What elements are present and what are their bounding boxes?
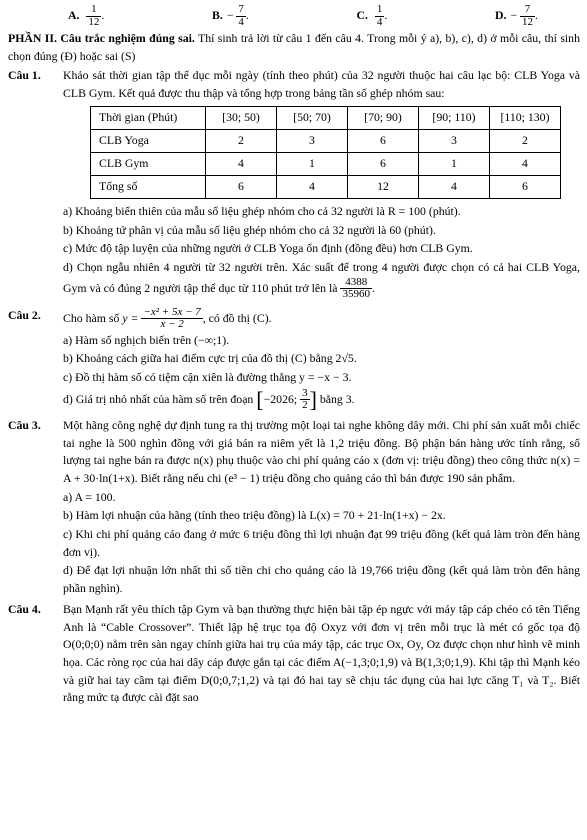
option-a: A. $\frac{1}{12}$ . [68, 3, 105, 28]
statement-1d: d) Chọn ngẫu nhiên 4 người từ 32 người trên. Xác suất để trong 4 người được chọn có cả hai CLB Yoga, Gym và có đúng 2 người tập thể dục từ 110 phút trở lên là $\frac{4388}{35960}$ . [63, 259, 580, 301]
statement-2c: c) Đồ thị hàm số có tiệm cận xiên là đường thẳng y = −x − 3. [63, 370, 352, 385]
statement-1c: c) Mức độ tập luyện của những người ở CLB Yoga ổn định (đồng đều) hơn CLB Gym. [63, 241, 473, 256]
part-2-heading [8, 30, 580, 65]
question-3 [8, 417, 580, 599]
question-4-label: Câu 4. [8, 601, 41, 616]
question-1-text: Khảo sát thời gian tập thể dục mỗi ngày (tính theo phút) của 32 người thuộc hai câu lạc bộ: CLB Yoga và CLB Gym. Kết quả được thu thập và tổng hợp trong bảng tần số ghép nhóm sau: [63, 68, 580, 101]
option-d: D. − $\frac{7}{12}$ . [494, 3, 538, 28]
statement-2d: d) Giá trị nhỏ nhất của hàm số trên đoạn [−2026; $\frac{3}{2}$ ] bằng 3. [63, 386, 355, 412]
question-4 [8, 601, 580, 707]
question-1-label: Câu 1. [8, 68, 41, 83]
statement-3c: c) Khi chi phí quảng cáo đang ở mức 6 triệu đồng thì lợi nhuận đạt 99 triệu đồng (kết quả làm tròn đến hàng đơn vị). [63, 527, 580, 559]
question-3-label: Câu 3. [8, 417, 41, 432]
table-row: CLB Gym 4 1 6 1 4 [91, 152, 561, 175]
question-1 [8, 67, 580, 102]
statement-3a: a) A = 100. [63, 489, 116, 504]
table-row: Tổng số 6 4 12 4 6 [91, 175, 561, 198]
option-b: B. − $\frac{7}{4}$ . [211, 3, 249, 28]
question-2 [8, 307, 580, 413]
part-2-title: PHẦN II. Câu trắc nghiệm đúng sai. [8, 31, 195, 46]
question-4-text: Bạn Mạnh rất yêu thích tập Gym và bạn thường thực hiện bài tập ép ngực với máy tập cáp chéo có tên Tiếng Anh là “Cable Crossover”. Thiết lập hệ trục tọa độ Oxyz với đơn vị trên mỗi trục là mét có gốc tọa độ O(0;0;0) nằm trên sàn ngay chính giữa hai trụ của máy tập, các trục Ox, Oy, Oz được chọn như hình vẽ minh họa. Các ròng rọc của hai dây cáp được gắn tại các điểm A(−1,3;0;1,9) và B(1,3;0;1,9). Khi tập thì Mạnh kéo và giữ hai tay cầm tại điểm D(0;0,7;1,2) và tại đó hai tay sẽ chịu tác dụng của hai lực căng T₁ và T₂. Biết rằng mức tạ được cài đặt sao [63, 601, 580, 705]
statement-2b: b) Khoảng cách giữa hai điểm cực trị của đồ thị (C) bằng 2√5. [63, 351, 357, 366]
option-c: C. $\frac{1}{4}$ . [356, 3, 388, 28]
statement-1b: b) Khoảng tứ phân vị của mẫu số liệu ghép nhóm cho cả 32 người là 60 (phút). [63, 222, 436, 237]
table-header-row: Thời gian (Phút) [30; 50) [50; 70) [70; 90) [90; 110) [110; 130) [91, 106, 561, 129]
question-2-text: Cho hàm số y = $\frac{\text{−x² + 5x − 7}}{x - 2}$ , có đồ thị (C). [63, 305, 272, 331]
statement-3d: d) Để đạt lợi nhuận lớn nhất thì số tiền chi cho quảng cáo là 19,766 triệu đồng (kết quả làm tròn đến hàng phần nghìn). [63, 563, 580, 596]
document-page [8, 4, 580, 707]
statement-1a: a) Khoảng biến thiên của mẫu số liệu ghép nhóm cho cả 32 người là R = 100 (phút). [63, 203, 461, 218]
frequency-table [90, 106, 561, 199]
previous-answer-options [8, 4, 538, 28]
part-2-instruction: Thí sinh trả lời từ câu 1 đến câu 4. Trong mỗi ý a), b), c), d) ở mỗi câu, thí sinh chọn đúng (Đ) hoặc sai (S) [8, 31, 580, 63]
question-3-text: Một hãng công nghệ dự định tung ra thị trường một loại tai nghe không dây mới. Chi phí sản xuất mỗi chiếc tai nghe là 500 nghìn đồng với giá bán ra niêm yết là 1,2 triệu đồng. Bộ phận bán hàng ước tính rằng, số lượng tai nghe bán ra được n(x) phụ thuộc vào chi phí quảng cáo x (đơn vị: triệu đồng) theo công thức n(x) = A + 30·ln(1+x). Biết rằng nếu chi (e³ − 1) triệu đồng cho quảng cáo thì bán được 190 sản phẩm. [63, 417, 580, 485]
table-row: CLB Yoga 2 3 6 3 2 [91, 129, 561, 152]
statement-3b: b) Hàm lợi nhuận của hãng (tính theo triệu đồng) là L(x) = 70 + 21·ln(1+x) − 2x. [63, 508, 446, 523]
statement-2a: a) Hàm số nghịch biến trên (−∞;1). [63, 332, 230, 347]
question-2-label: Câu 2. [8, 307, 41, 322]
